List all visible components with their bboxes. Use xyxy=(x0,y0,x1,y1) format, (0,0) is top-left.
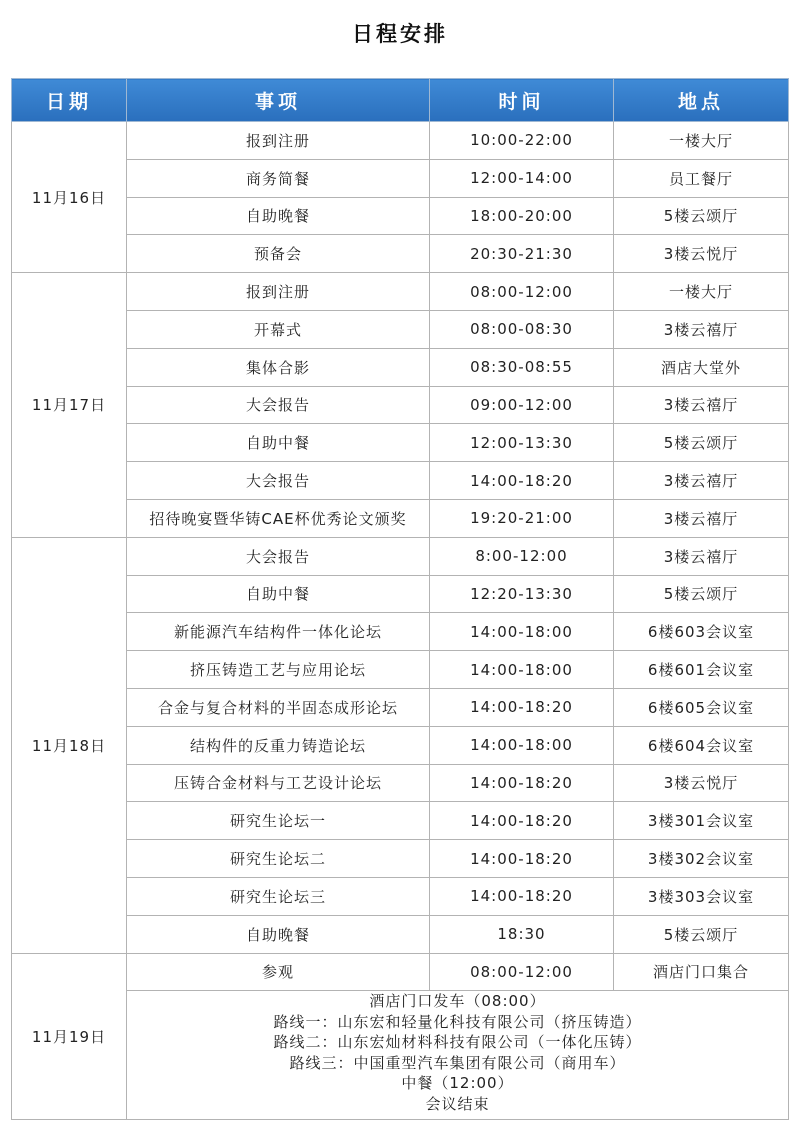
item-cell: 合金与复合材料的半固态成形论坛 xyxy=(127,688,430,726)
place-cell: 酒店门口集合 xyxy=(614,953,789,991)
header-row xyxy=(12,79,789,122)
place-cell: 3楼303会议室 xyxy=(614,877,789,915)
item-cell: 招待晚宴暨华铸CAE杯优秀论文颁奖 xyxy=(127,499,430,537)
place-cell: 3楼云禧厅 xyxy=(614,499,789,537)
place-cell: 3楼云禧厅 xyxy=(614,386,789,424)
item-cell: 压铸合金材料与工艺设计论坛 xyxy=(127,764,430,802)
time-cell: 14:00-18:00 xyxy=(430,651,614,689)
item-cell: 大会报告 xyxy=(127,462,430,500)
date-cell: 11月19日 xyxy=(12,953,127,1120)
item-cell: 预备会 xyxy=(127,235,430,273)
item-cell: 自助中餐 xyxy=(127,424,430,462)
item-cell: 报到注册 xyxy=(127,273,430,311)
item-cell: 报到注册 xyxy=(127,122,430,160)
table-row xyxy=(12,688,789,726)
place-cell: 3楼云禧厅 xyxy=(614,537,789,575)
table-row xyxy=(12,499,789,537)
place-cell: 6楼605会议室 xyxy=(614,688,789,726)
item-cell: 自助晚餐 xyxy=(127,915,430,953)
table-row xyxy=(12,915,789,953)
table-row xyxy=(12,840,789,878)
time-cell: 14:00-18:20 xyxy=(430,840,614,878)
table-row xyxy=(12,462,789,500)
time-cell: 08:30-08:55 xyxy=(430,348,614,386)
note-line: 路线三：中国重型汽车集团有限公司（商用车） xyxy=(289,1053,626,1072)
item-cell: 大会报告 xyxy=(127,386,430,424)
place-cell: 5楼云颂厅 xyxy=(614,424,789,462)
place-cell: 3楼云禧厅 xyxy=(614,462,789,500)
table-row xyxy=(12,273,789,311)
place-cell: 6楼601会议室 xyxy=(614,651,789,689)
note-line: 路线二：山东宏灿材料科技有限公司（一体化压铸） xyxy=(273,1033,642,1052)
place-cell: 一楼大厅 xyxy=(614,273,789,311)
time-cell: 14:00-18:00 xyxy=(430,726,614,764)
time-cell: 12:00-13:30 xyxy=(430,424,614,462)
time-cell: 14:00-18:20 xyxy=(430,764,614,802)
time-cell: 20:30-21:30 xyxy=(430,235,614,273)
date-cell: 11月17日 xyxy=(12,273,127,538)
time-cell: 14:00-18:20 xyxy=(430,462,614,500)
time-cell: 10:00-22:00 xyxy=(430,122,614,160)
itinerary-notes xyxy=(127,991,789,1120)
table-row xyxy=(12,764,789,802)
time-cell: 8:00-12:00 xyxy=(430,537,614,575)
note-line: 酒店门口发车（08:00） xyxy=(369,992,546,1011)
time-cell: 18:00-20:00 xyxy=(430,197,614,235)
item-cell: 大会报告 xyxy=(127,537,430,575)
note-line: 路线一：山东宏和轻量化科技有限公司（挤压铸造） xyxy=(273,1012,642,1031)
item-cell: 商务简餐 xyxy=(127,159,430,197)
time-cell: 14:00-18:20 xyxy=(430,688,614,726)
header-time: 时间 xyxy=(430,79,614,122)
item-cell: 结构件的反重力铸造论坛 xyxy=(127,726,430,764)
notes-row xyxy=(12,991,789,1120)
time-cell: 14:00-18:20 xyxy=(430,802,614,840)
table-row xyxy=(12,575,789,613)
place-cell: 员工餐厅 xyxy=(614,159,789,197)
time-cell: 08:00-08:30 xyxy=(430,310,614,348)
item-cell: 开幕式 xyxy=(127,310,430,348)
item-cell: 新能源汽车结构件一体化论坛 xyxy=(127,613,430,651)
time-cell: 12:00-14:00 xyxy=(430,159,614,197)
note-line: 会议结束 xyxy=(425,1094,490,1113)
time-cell: 12:20-13:30 xyxy=(430,575,614,613)
schedule-body xyxy=(12,122,789,1120)
item-cell: 自助晚餐 xyxy=(127,197,430,235)
table-row xyxy=(12,235,789,273)
place-cell: 3楼301会议室 xyxy=(614,802,789,840)
item-cell: 挤压铸造工艺与应用论坛 xyxy=(127,651,430,689)
table-row xyxy=(12,159,789,197)
place-cell: 5楼云颂厅 xyxy=(614,197,789,235)
item-cell: 集体合影 xyxy=(127,348,430,386)
table-row xyxy=(12,802,789,840)
table-row xyxy=(12,424,789,462)
time-cell: 14:00-18:00 xyxy=(430,613,614,651)
place-cell: 6楼603会议室 xyxy=(614,613,789,651)
item-cell: 自助中餐 xyxy=(127,575,430,613)
place-cell: 5楼云颂厅 xyxy=(614,915,789,953)
time-cell: 08:00-12:00 xyxy=(430,273,614,311)
table-row xyxy=(12,651,789,689)
table-row xyxy=(12,197,789,235)
place-cell: 5楼云颂厅 xyxy=(614,575,789,613)
time-cell: 19:20-21:00 xyxy=(430,499,614,537)
place-cell: 3楼云禧厅 xyxy=(614,310,789,348)
table-row xyxy=(12,726,789,764)
table-row xyxy=(12,348,789,386)
table-row xyxy=(12,122,789,160)
header-date: 日期 xyxy=(12,79,127,122)
table-row xyxy=(12,953,789,991)
item-cell: 研究生论坛二 xyxy=(127,840,430,878)
place-cell: 3楼云悦厅 xyxy=(614,235,789,273)
table-row xyxy=(12,537,789,575)
header-item: 事项 xyxy=(127,79,430,122)
item-cell: 研究生论坛一 xyxy=(127,802,430,840)
date-cell: 11月16日 xyxy=(12,122,127,273)
table-row xyxy=(12,877,789,915)
place-cell: 3楼302会议室 xyxy=(614,840,789,878)
place-cell: 3楼云悦厅 xyxy=(614,764,789,802)
place-cell: 6楼604会议室 xyxy=(614,726,789,764)
time-cell: 08:00-12:00 xyxy=(430,953,614,991)
table-row xyxy=(12,613,789,651)
table-row xyxy=(12,386,789,424)
place-cell: 酒店大堂外 xyxy=(614,348,789,386)
time-cell: 14:00-18:20 xyxy=(430,877,614,915)
page-title: 日程安排 xyxy=(352,22,448,46)
time-cell: 18:30 xyxy=(430,915,614,953)
schedule-table xyxy=(11,78,789,1120)
time-cell: 09:00-12:00 xyxy=(430,386,614,424)
place-cell: 一楼大厅 xyxy=(614,122,789,160)
table-row xyxy=(12,310,789,348)
note-line: 中餐（12:00） xyxy=(401,1074,514,1093)
header-place: 地点 xyxy=(614,79,789,122)
date-cell: 11月18日 xyxy=(12,537,127,953)
item-cell: 参观 xyxy=(127,953,430,991)
item-cell: 研究生论坛三 xyxy=(127,877,430,915)
